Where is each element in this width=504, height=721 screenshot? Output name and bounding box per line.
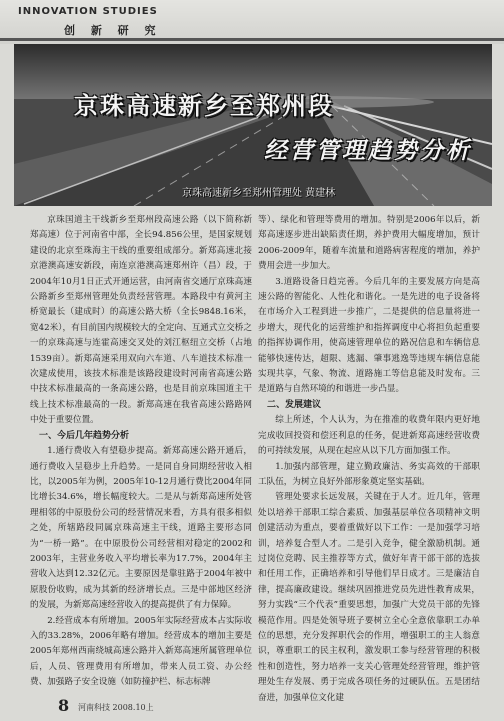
paragraph: 3.道路设备日趋完善。今后几年的主要发展方向是高速公路的智能化、人性化和谐化。一是先进的电子设备将在市场介入工程到进一步推广，二是提供的信息量将进一步增大，现代化的运营维护和指挥调度中心将担负起重要的指挥协调作用，使高速管理单位的路况信息和车辆信息能够快速传达，超限、逃漏、肇事逃逸等违规车辆信息能实现共享，气象、物流、道路施工等信息能及时发布。三是道路与自然环境的和谐进一步凸显。 <box>258 276 480 395</box>
headline-line-2: 经营管理趋势分析 <box>264 138 472 164</box>
hero-photo <box>14 44 492 206</box>
article-column-right <box>258 213 480 706</box>
paragraph: 1.通行费收入有望稳步提高。新郑高速公路开通后，通行费收入呈稳步上升趋势。一是同自身同期经营收入相比，以2005年为例，2005年10-12月通行费比2004年同比增长34.6%，增长幅度较大。二是从与新郑高速所处管理相邻的中原股份公司的经营情况来看，方具有很多相似之处，所辖路段同属京珠高速主干线，道路主要形态同为“一桥一路”。在中原股份公司经营相对稳定的2002和2003年，主营业务收入平均增长率为17.7%，2004年主营收入达到12.32亿元。主要原因是靠驻路于2004年被中原股份收购，成为其新的经济增长点。三是中部地区经济的发展，为新郑高速经营收入的提高提供了有力保障。 <box>30 446 252 611</box>
paragraph: 管理处要求长远发展，关键在于人才。近几年，管理处以培养干部职工综合素质、加强基层单位各项精神文明创建活动为重点，要着重做好以下工作：一是加强学习培训，培养复合型人才。二是引入竞争，健全激励机制。通过岗位竞聘、民主推荐等方式，做好年青干部干部的选拔和任用工作，正确培养和引导他们早日成才。三是廉洁自律，提高廉政建设。继续巩固推进党员先进性教育成果，努力实践“三个代表”重要思想，加强广大党员干部的先锋模范作用。四是处领导班子要树立全心全意依靠职工办单位的思想，充分发挥职代会的作用，增强职工的主人翁意识，尊重职工的民主权利，激发职工参与经营管理的积极性和创造性，努力培养一支关心管理处经营管理，维护管理处生存发展、勇于完成各项任务的过硬队伍。五是团结奋进，加强单位文化建 <box>258 492 480 703</box>
page-footer <box>0 692 504 721</box>
subheading: 二、发展建议 <box>267 399 322 410</box>
page-header <box>0 0 504 44</box>
highway-illustration <box>14 44 492 206</box>
column-brand: INNOVATION STUDIES <box>18 6 158 17</box>
paragraph: 2.经营成本有所增加。2005年实际经营成本占实际收入的33.28%，2006年略有增加。经营成本的增加主要是2005年郑州西南绕城高速公路并入新郑高速所属管理单位后，人员、管理费用有所增加，带来人员工资、办公经费、加强路子安全设施（如防撞护栏、标志标牌 <box>30 615 252 688</box>
author-byline: 京珠高速新乡至郑州管理处 黄建林 <box>182 188 336 199</box>
subheading: 一、今后几年趋势分析 <box>39 430 130 441</box>
paragraph: 综上所述，个人认为，为在推准的收费年限内更好地完成收回投资和偿还利息的任务，促进新郑高速经营收费的可持续发展，从现在起应从以下几方面加强工作。 <box>258 415 480 457</box>
paragraph: 京珠国道主干线新乡至郑州段高速公路（以下简称新郑高速）位于河南省中部，全长94.856公里，是国家规划建设的北京至珠海主干线的重要组成部分。新郑高速北接京港澳高速安新段，南连京港澳高速郑州许（昌）段，于2004年10月1日正式开通运营，由河南省交通厅京珠高速公路新乡至郑州管理处负责经营管理。本路段中有黄河主桥宽最长（建成时）的高速公路大桥（全长9848.16米，宽42米），有目前国内规模较大的全定向、互通式立交桥之一的京珠高速与连霍高速交叉处的刘江枢纽立交桥（占地1539亩）。新郑高速采用双向六车道、八车道技术标准一次建成使用，该技术标准是该路段建设时河南省高速公路中技术标准最高的一条高速公路，也是目前京珠国道主干线上技术标准最高的一段。新郑高速在我省高速公路路网中处于重要位置。 <box>30 215 252 426</box>
page-number: 8 <box>58 696 70 715</box>
article-column-left <box>30 213 252 691</box>
journal-issue: 河南科技 2008.10上 <box>78 703 154 712</box>
header-divider <box>0 38 504 41</box>
paragraph: 等）、绿化和管理等费用的增加。特别是2006年以后，新郑高速逐步进出缺陷责任期，养护费用大幅度增加，预计2006-2009年，随着车流量和道路病害程度的增加，养护费用会进一步加大。 <box>258 215 480 272</box>
headline-line-1: 京珠高速新乡至郑州段 <box>74 92 334 120</box>
paragraph: 1.加强内部管理，建立勤政廉洁、务实高效的干部职工队伍，为树立良好外部形象奠定坚实基础。 <box>258 461 480 487</box>
section-title: 创 新 研 究 <box>64 24 162 37</box>
